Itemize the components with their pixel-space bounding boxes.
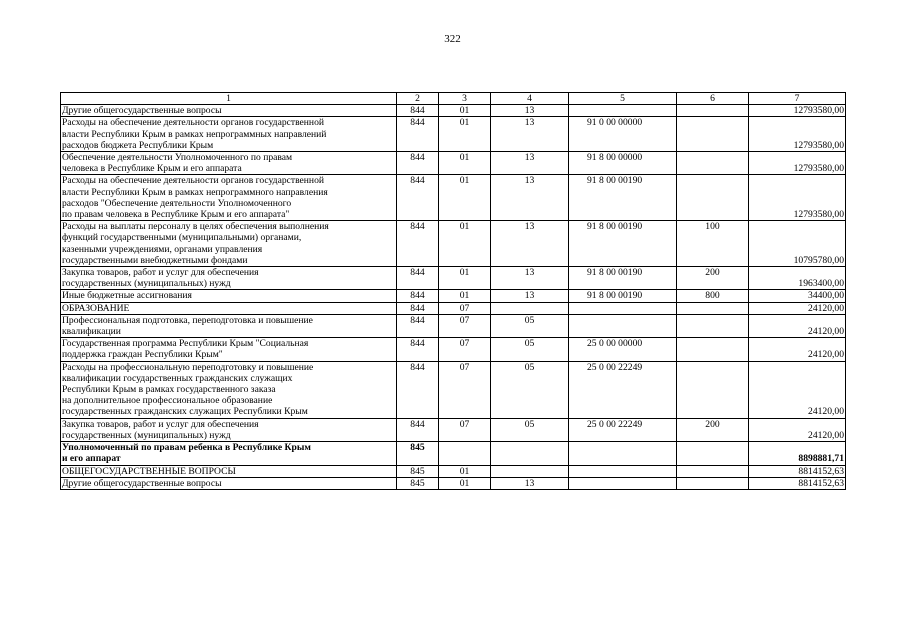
row-amount-cell: 8814152,63 bbox=[749, 465, 846, 477]
header-cell: 4 bbox=[491, 93, 569, 105]
row-target-article-cell: 25 0 00 00000 bbox=[569, 338, 677, 361]
row-grbs-cell: 845 bbox=[397, 477, 439, 489]
row-section-cell: 01 bbox=[439, 152, 491, 175]
row-subsection-cell: 13 bbox=[491, 477, 569, 489]
header-cell: 2 bbox=[397, 93, 439, 105]
row-section-cell: 01 bbox=[439, 290, 491, 302]
header-cell: 7 bbox=[749, 93, 846, 105]
row-expense-type-cell bbox=[677, 338, 749, 361]
row-section-cell: 01 bbox=[439, 267, 491, 290]
table-row bbox=[61, 175, 846, 221]
table-row bbox=[61, 105, 846, 117]
row-section-cell: 01 bbox=[439, 105, 491, 117]
row-section-cell: 07 bbox=[439, 361, 491, 418]
row-target-article-cell: 91 8 00 00190 bbox=[569, 175, 677, 221]
row-subsection-cell: 05 bbox=[491, 418, 569, 441]
row-section-cell: 01 bbox=[439, 465, 491, 477]
row-target-article-cell: 25 0 00 22249 bbox=[569, 418, 677, 441]
row-grbs-cell: 844 bbox=[397, 418, 439, 441]
row-section-cell bbox=[439, 442, 491, 465]
row-target-article-cell: 91 8 00 00000 bbox=[569, 152, 677, 175]
row-grbs-cell: 844 bbox=[397, 361, 439, 418]
row-name-cell: Другие общегосударственные вопросы bbox=[61, 477, 397, 489]
row-grbs-cell: 844 bbox=[397, 314, 439, 337]
row-subsection-cell: 13 bbox=[491, 267, 569, 290]
row-subsection-cell: 05 bbox=[491, 338, 569, 361]
budget-table bbox=[60, 92, 846, 490]
row-amount-cell: 12793580,00 bbox=[749, 105, 846, 117]
row-expense-type-cell bbox=[677, 314, 749, 337]
header-cell: 5 bbox=[569, 93, 677, 105]
row-section-cell: 07 bbox=[439, 418, 491, 441]
row-amount-cell: 10795780,00 bbox=[749, 221, 846, 267]
row-target-article-cell bbox=[569, 477, 677, 489]
table-row bbox=[61, 221, 846, 267]
row-grbs-cell: 844 bbox=[397, 267, 439, 290]
row-target-article-cell bbox=[569, 105, 677, 117]
row-amount-cell: 8814152,63 bbox=[749, 477, 846, 489]
table-row bbox=[61, 290, 846, 302]
row-expense-type-cell bbox=[677, 105, 749, 117]
row-amount-cell: 1963400,00 bbox=[749, 267, 846, 290]
row-section-cell: 07 bbox=[439, 338, 491, 361]
row-target-article-cell: 91 0 00 00000 bbox=[569, 117, 677, 152]
row-subsection-cell: 05 bbox=[491, 361, 569, 418]
row-amount-cell: 12793580,00 bbox=[749, 152, 846, 175]
row-grbs-cell: 845 bbox=[397, 442, 439, 465]
table-row bbox=[61, 267, 846, 290]
table-row bbox=[61, 477, 846, 489]
row-amount-cell: 12793580,00 bbox=[749, 117, 846, 152]
row-target-article-cell bbox=[569, 465, 677, 477]
table-row bbox=[61, 314, 846, 337]
header-cell: 6 bbox=[677, 93, 749, 105]
row-grbs-cell: 845 bbox=[397, 465, 439, 477]
row-expense-type-cell bbox=[677, 442, 749, 465]
row-amount-cell: 24120,00 bbox=[749, 361, 846, 418]
row-subsection-cell: 13 bbox=[491, 290, 569, 302]
row-grbs-cell: 844 bbox=[397, 338, 439, 361]
row-subsection-cell bbox=[491, 442, 569, 465]
row-expense-type-cell: 200 bbox=[677, 418, 749, 441]
row-subsection-cell: 13 bbox=[491, 105, 569, 117]
row-amount-cell: 8898881,71 bbox=[749, 442, 846, 465]
row-subsection-cell bbox=[491, 302, 569, 314]
row-amount-cell: 12793580,00 bbox=[749, 175, 846, 221]
row-grbs-cell: 844 bbox=[397, 152, 439, 175]
row-name-cell: Закупка товаров, работ и услуг для обеспечения государственных (муниципальных) нужд bbox=[61, 418, 397, 441]
row-subsection-cell: 13 bbox=[491, 117, 569, 152]
row-amount-cell: 24120,00 bbox=[749, 418, 846, 441]
row-grbs-cell: 844 bbox=[397, 290, 439, 302]
row-target-article-cell bbox=[569, 314, 677, 337]
row-subsection-cell: 13 bbox=[491, 221, 569, 267]
row-amount-cell: 34400,00 bbox=[749, 290, 846, 302]
row-name-cell: Государственная программа Республики Крым "Социальная поддержка граждан Республики Крым" bbox=[61, 338, 397, 361]
row-expense-type-cell bbox=[677, 465, 749, 477]
row-target-article-cell bbox=[569, 302, 677, 314]
row-name-cell: Иные бюджетные ассигнования bbox=[61, 290, 397, 302]
row-amount-cell: 24120,00 bbox=[749, 338, 846, 361]
row-name-cell: ОБЩЕГОСУДАРСТВЕННЫЕ ВОПРОСЫ bbox=[61, 465, 397, 477]
header-cell: 3 bbox=[439, 93, 491, 105]
table-row bbox=[61, 152, 846, 175]
table-row bbox=[61, 302, 846, 314]
row-expense-type-cell bbox=[677, 477, 749, 489]
row-target-article-cell: 91 8 00 00190 bbox=[569, 221, 677, 267]
row-expense-type-cell bbox=[677, 152, 749, 175]
header-row bbox=[61, 93, 846, 105]
row-section-cell: 07 bbox=[439, 302, 491, 314]
table-row bbox=[61, 418, 846, 441]
row-expense-type-cell bbox=[677, 175, 749, 221]
table-row bbox=[61, 465, 846, 477]
row-section-cell: 01 bbox=[439, 117, 491, 152]
row-name-cell: Обеспечение деятельности Уполномоченного по правам человека в Республике Крым и его аппарата bbox=[61, 152, 397, 175]
row-section-cell: 07 bbox=[439, 314, 491, 337]
page-number: 322 bbox=[444, 33, 461, 45]
row-name-cell: Закупка товаров, работ и услуг для обеспечения государственных (муниципальных) нужд bbox=[61, 267, 397, 290]
row-section-cell: 01 bbox=[439, 477, 491, 489]
row-expense-type-cell bbox=[677, 117, 749, 152]
row-grbs-cell: 844 bbox=[397, 302, 439, 314]
row-section-cell: 01 bbox=[439, 175, 491, 221]
row-target-article-cell: 25 0 00 22249 bbox=[569, 361, 677, 418]
row-target-article-cell: 91 8 00 00190 bbox=[569, 290, 677, 302]
row-name-cell: Другие общегосударственные вопросы bbox=[61, 105, 397, 117]
row-name-cell: Уполномоченный по правам ребенка в Республике Крым и его аппарат bbox=[61, 442, 397, 465]
row-expense-type-cell bbox=[677, 361, 749, 418]
row-expense-type-cell bbox=[677, 302, 749, 314]
row-expense-type-cell: 200 bbox=[677, 267, 749, 290]
row-grbs-cell: 844 bbox=[397, 105, 439, 117]
row-grbs-cell: 844 bbox=[397, 175, 439, 221]
table-row bbox=[61, 338, 846, 361]
table-row bbox=[61, 361, 846, 418]
row-name-cell: ОБРАЗОВАНИЕ bbox=[61, 302, 397, 314]
table-row bbox=[61, 117, 846, 152]
row-subsection-cell bbox=[491, 465, 569, 477]
row-expense-type-cell: 800 bbox=[677, 290, 749, 302]
row-subsection-cell: 13 bbox=[491, 175, 569, 221]
row-amount-cell: 24120,00 bbox=[749, 314, 846, 337]
row-name-cell: Расходы на обеспечение деятельности органов государственной власти Республики Крым в рамках непрограммного направления расходов "Обеспечение деятельности Уполномоченного по правам человека в Республике Крым и его аппарата" bbox=[61, 175, 397, 221]
row-amount-cell: 24120,00 bbox=[749, 302, 846, 314]
row-grbs-cell: 844 bbox=[397, 221, 439, 267]
row-name-cell: Расходы на обеспечение деятельности органов государственной власти Республики Крым в рамках непрограммных направлений расходов бюджета Республики Крым bbox=[61, 117, 397, 152]
row-grbs-cell: 844 bbox=[397, 117, 439, 152]
header-cell: 1 bbox=[61, 93, 397, 105]
row-target-article-cell bbox=[569, 442, 677, 465]
row-name-cell: Профессиональная подготовка, переподготовка и повышение квалификации bbox=[61, 314, 397, 337]
row-name-cell: Расходы на профессиональную переподготовку и повышение квалификации государственных гражданских служащих Республики Крым в рамках государственного заказа на дополнительное профессиональное образование государственных гражданских служащих Республики Крым bbox=[61, 361, 397, 418]
row-subsection-cell: 05 bbox=[491, 314, 569, 337]
table-row bbox=[61, 442, 846, 465]
row-target-article-cell: 91 8 00 00190 bbox=[569, 267, 677, 290]
row-name-cell: Расходы на выплаты персоналу в целях обеспечения выполнения функций государственными (муниципальными) органами, казенными учреждениями, органами управления государственными внебюджетными фондами bbox=[61, 221, 397, 267]
row-section-cell: 01 bbox=[439, 221, 491, 267]
row-expense-type-cell: 100 bbox=[677, 221, 749, 267]
row-subsection-cell: 13 bbox=[491, 152, 569, 175]
